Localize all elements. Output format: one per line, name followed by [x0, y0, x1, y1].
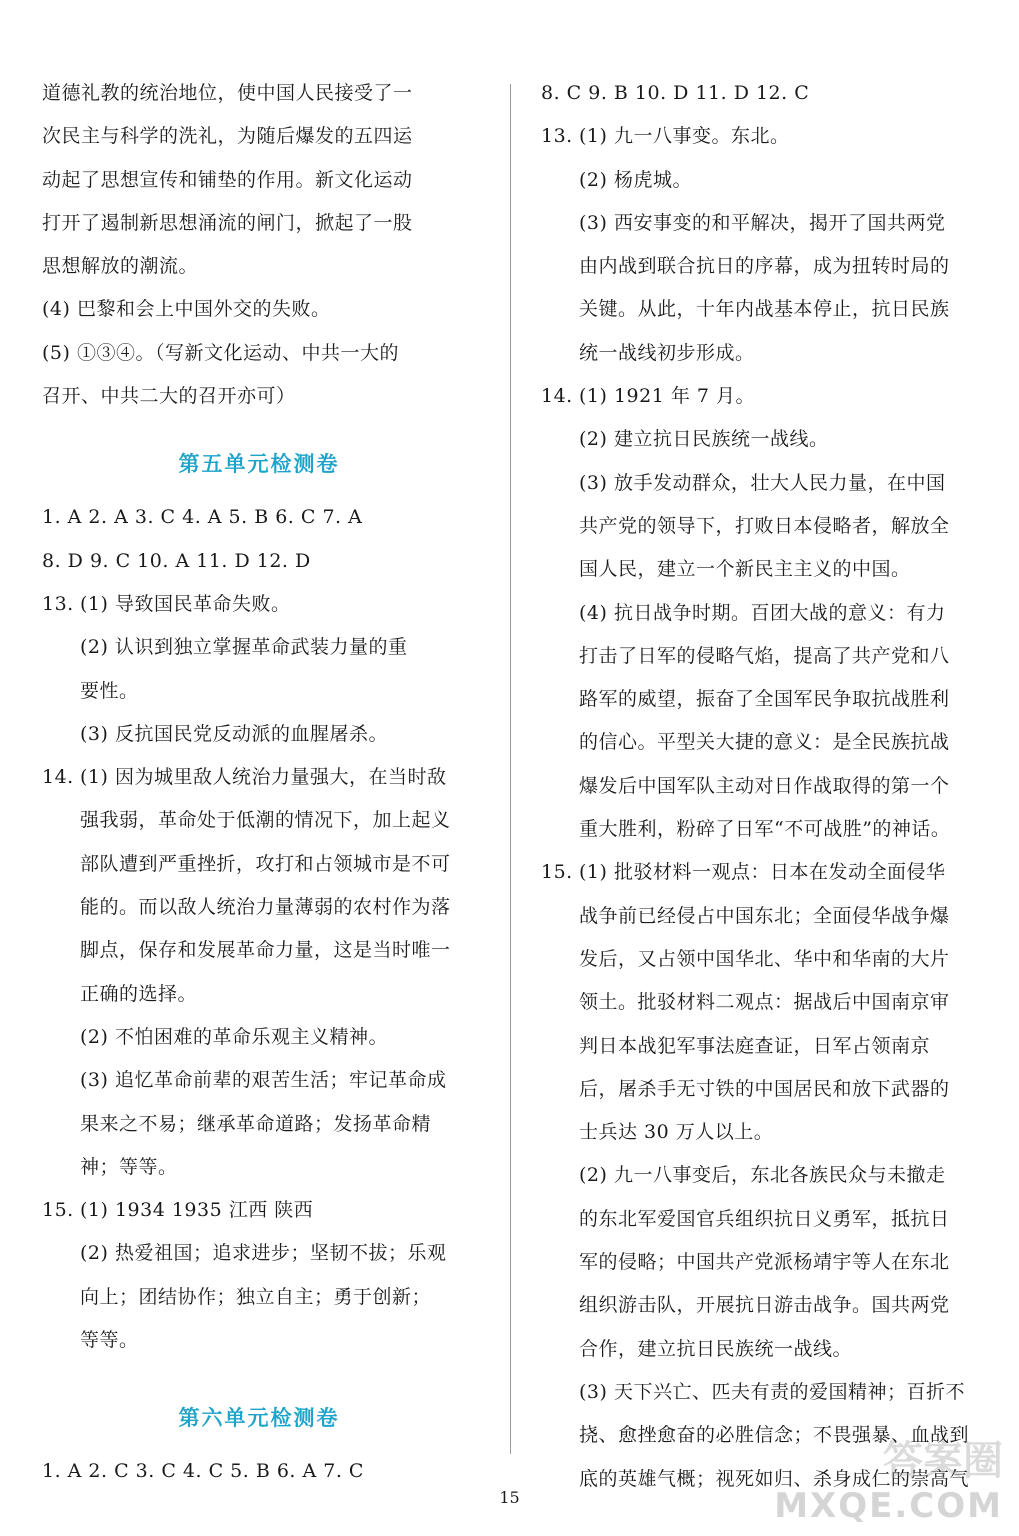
left-column [42, 72, 476, 1494]
answer-line: (2) 认识到独立掌握革命武装力量的重 [80, 636, 408, 659]
answer-line: 发后，又占领中国华北、华中和华南的大片 [579, 947, 950, 970]
answer-line: 爆发后中国军队主动对日作战取得的第一个 [579, 774, 950, 797]
section-heading-unit5: 第五单元检测卷 [178, 452, 340, 477]
answer-line: 组织游击队，开展抗日游击战争。国共两党 [579, 1294, 950, 1317]
question-number: 15. [42, 1199, 74, 1222]
answer-line: 判日本战犯军事法庭查证，日军占领南京 [579, 1034, 931, 1057]
answer-line: 向上；团结协作；独立自主；勇于创新； [80, 1285, 432, 1308]
right-column [541, 72, 977, 1501]
text-line: 打开了遏制新思想涌流的闸门，掀起了一股 [42, 211, 413, 234]
text-line: 召开、中共二大的召开亦可） [42, 385, 296, 408]
answer-line: 14. (1) 因为城里敌人统治力量强大，在当时敌 [42, 756, 476, 799]
question-number: 13. [541, 125, 573, 148]
answer-line: 等等。 [80, 1329, 139, 1352]
answer-line: 的信心。平型关大捷的意义：是全民族抗战 [579, 731, 950, 754]
text-line: (5) ①③④。（写新文化运动、中共一大的 [42, 341, 399, 364]
answer-line: 共产党的领导下，打败日本侵略者，解放全 [579, 514, 950, 537]
answer-line: (2) 热爱祖国；追求进步；坚韧不拔；乐观 [80, 1242, 447, 1265]
page-number: 15 [499, 1488, 520, 1507]
answer-line: 正确的选择。 [80, 982, 198, 1005]
answer-line: 关键。从此，十年内战基本停止，抗日民族 [579, 298, 950, 321]
answer-line: (3) 追忆革命前辈的艰苦生活；牢记革命成 [80, 1069, 447, 1092]
text-line: 次民主与科学的洗礼，为随后爆发的五四运 [42, 125, 413, 148]
question-number: 13. [42, 592, 74, 615]
answer-line: 军的侵略；中国共产党派杨靖宇等人在东北 [579, 1251, 950, 1274]
answer-line: (2) 杨虎城。 [579, 168, 692, 191]
answer-line: 后，屠杀手无寸铁的中国居民和放下武器的 [579, 1077, 950, 1100]
answer-line: (4) 抗日战争时期。百团大战的意义：有力 [579, 601, 946, 624]
answer-line: 15. (1) 1934 1935 江西 陕西 [42, 1189, 476, 1232]
answer-line: (2) 不怕困难的革命乐观主义精神。 [80, 1025, 388, 1048]
answer-line: 果来之不易；继承革命道路；发扬革命精 [80, 1112, 432, 1135]
answer-line: 国人民，建立一个新民主主义的中国。 [579, 558, 911, 581]
answer-line: 神；等等。 [80, 1155, 178, 1178]
answer-line: 部队遭到严重挫折，攻打和占领城市是不可 [80, 852, 451, 875]
mc-answers: 8. C 9. B 10. D 11. D 12. C [541, 82, 810, 104]
answer-line: 战争前已经侵占中国东北；全面侵华战争爆 [579, 904, 950, 927]
answer-line: 13. (1) 导致国民革命失败。 [42, 583, 476, 626]
mc-answers: 1. A 2. A 3. C 4. A 5. B 6. C 7. A [42, 506, 363, 529]
answer-line: 脚点，保存和发展革命力量，这是当时唯一 [80, 939, 451, 962]
answer-line: 领土。批驳材料二观点：据战后中国南京审 [579, 991, 950, 1014]
question-number: 15. [541, 861, 573, 884]
text-line: 动起了思想宣传和铺垫的作用。新文化运动 [42, 168, 413, 191]
text-line: 思想解放的潮流。 [42, 255, 199, 278]
question-number: 14. [42, 766, 74, 789]
answer-line: (3) 天下兴亡、匹夫有责的爱国精神；百折不 [579, 1380, 965, 1403]
answer-line: 重大胜利，粉碎了日军“不可战胜”的神话。 [579, 818, 951, 841]
answer-line: 要性。 [80, 679, 139, 702]
answer-line: 由内战到联合抗日的序幕，成为扭转时局的 [579, 255, 950, 278]
mc-answers: 8. D 9. C 10. A 11. D 12. D [42, 549, 311, 572]
answer-line: 13. (1) 九一八事变。东北。 [541, 115, 977, 158]
answer-line: 能的。而以敌人统治力量薄弱的农村作为落 [80, 896, 451, 919]
answer-line: 挠、愈挫愈奋的必胜信念；不畏强暴、血战到 [579, 1424, 970, 1447]
answer-line: 打击了日军的侵略气焰，提高了共产党和八 [579, 644, 950, 667]
answer-line: 统一战线初步形成。 [579, 341, 755, 364]
answer-line: 14. (1) 1921 年 7 月。 [541, 375, 977, 418]
answer-line: 强我弱，革命处于低潮的情况下，加上起义 [80, 809, 451, 832]
answer-line: (3) 放手发动群众，壮大人民力量，在中国 [579, 471, 946, 494]
question-number: 14. [541, 385, 573, 408]
answer-line: 15. (1) 批驳材料一观点：日本在发动全面侵华 [541, 851, 977, 894]
text-line: 道德礼教的统治地位，使中国人民接受了一 [42, 82, 413, 104]
answer-line: (2) 建立抗日民族统一战线。 [579, 428, 829, 451]
answer-line: 合作，建立抗日民族统一战线。 [579, 1337, 853, 1360]
answer-line: (2) 九一八事变后，东北各族民众与未撤走 [579, 1164, 946, 1187]
answer-line: 的东北军爱国官兵组织抗日义勇军，抵抗日 [579, 1207, 950, 1230]
answer-line: 士兵达 30 万人以上。 [579, 1121, 774, 1144]
answer-line: 路军的威望，振奋了全国军民争取抗战胜利 [579, 688, 950, 711]
section-heading-unit6: 第六单元检测卷 [178, 1406, 340, 1431]
answer-line: (3) 反抗国民党反动派的血腥屠杀。 [80, 722, 388, 745]
answer-line: (3) 西安事变的和平解决，揭开了国共两党 [579, 211, 946, 234]
mc-answers: 1. A 2. C 3. C 4. C 5. B 6. A 7. C [42, 1460, 364, 1483]
watermark-url: MXQE.COM [774, 1486, 1003, 1526]
text-line: (4) 巴黎和会上中国外交的失败。 [42, 298, 331, 321]
answer-line: 底的英雄气概；视死如归、杀身成仁的崇高气 [579, 1467, 970, 1490]
column-divider [510, 84, 511, 1454]
watermark-logo-text: 答案圈 [883, 1438, 1003, 1484]
